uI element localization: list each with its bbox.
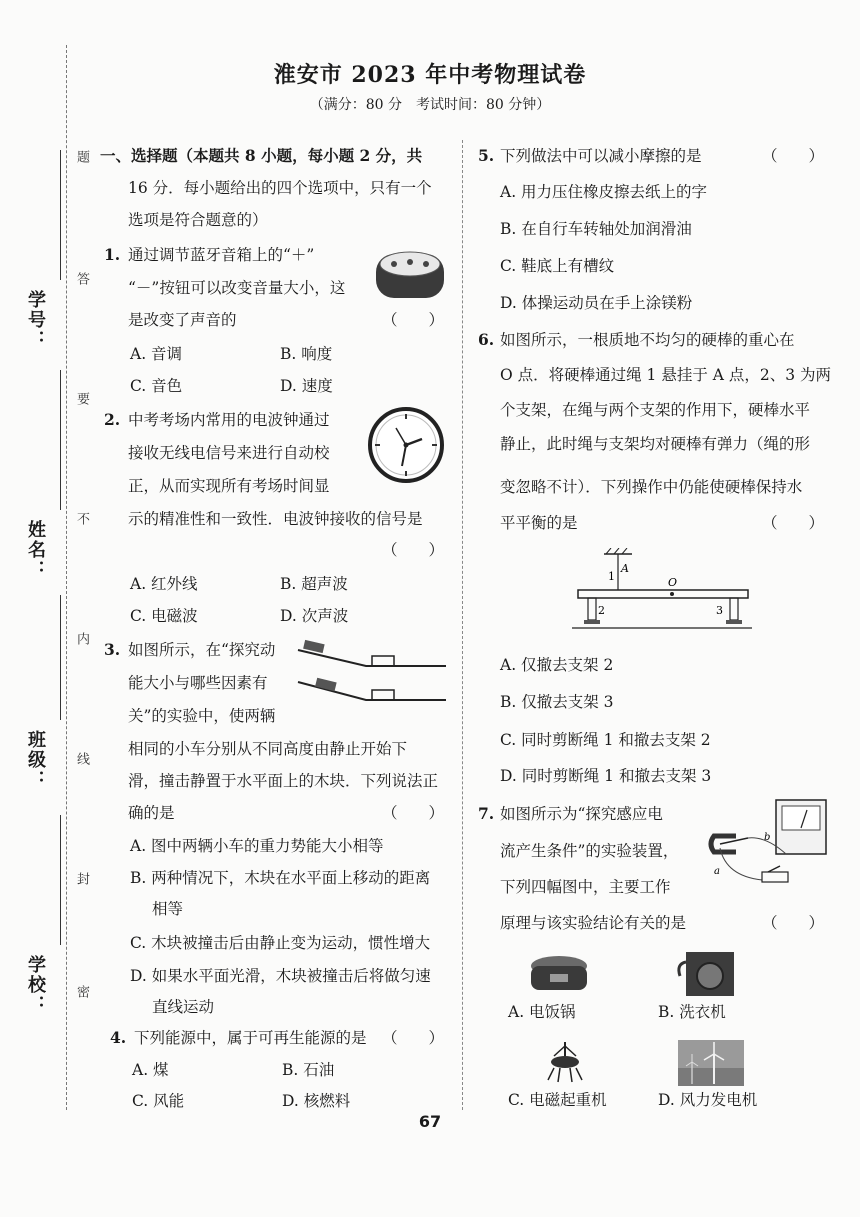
seal-char: 不 [74,512,89,525]
name-underline [60,370,61,510]
q7-stem: 下列四幅图中，主要工作 [500,878,671,896]
kinetic-energy-ramp-figure [296,636,448,712]
q6-stem: 静止，此时绳与支架均对硬棒有弹力（绳的形 [500,435,811,453]
seal-char: 密 [74,985,89,998]
q2-stem: 示的精准性和一致性．电波钟接收的信号是 [128,510,423,528]
section-heading-line3: 选项是符合题意的） [128,211,268,229]
q3-stem: 相同的小车分别从不同高度由静止开始下 [128,740,408,758]
q6-number: 6. [478,330,495,349]
field-name: 姓名： [25,520,46,580]
q6-answer-blank[interactable]: （ ） [762,514,825,532]
q1-stem: 是改变了声音的 [128,311,237,329]
q2-option-b: B. 超声波 [280,575,348,593]
lever-support-figure [570,548,755,634]
q7-option-b: B. 洗衣机 [658,1003,726,1021]
q3-option-d: D. 如果水平面光滑，木块被撞击后将做匀速 [130,967,431,985]
school-underline [60,815,61,945]
q3-stem: 滑，撞击静置于水平面上的木块．下列说法正 [128,772,439,790]
q3-option-a: A. 图中两辆小车的重力势能大小相等 [130,837,384,855]
fig-label-a: a [714,866,720,877]
field-student-id: 学号： [25,290,46,350]
seal-char: 答 [74,272,89,285]
q3-answer-blank[interactable]: （ ） [382,804,445,822]
q5-answer-blank[interactable]: （ ） [762,147,825,165]
q2-option-a: A. 红外线 [130,575,198,593]
bluetooth-speaker-image [372,244,448,302]
seal-char: 要 [74,392,89,405]
section-heading-line2: 16 分．每小题给出的四个选项中，只有一个 [128,179,432,197]
q1-option-a: A. 音调 [130,345,183,363]
q3-stem: 确的是 [128,804,175,822]
q7-stem: 流产生条件”的实验装置， [500,842,679,860]
q4-number: 4. [110,1028,127,1047]
q3-option-d-cont: 直线运动 [152,998,215,1016]
q7-option-a: A. 电饭锅 [508,1003,576,1021]
q2-answer-blank[interactable]: （ ） [382,541,445,559]
radio-clock-image [366,404,446,486]
q3-number: 3. [104,640,121,659]
fig-label-3: 3 [716,604,723,617]
q7-answer-blank[interactable]: （ ） [762,914,825,932]
q4-option-b: B. 石油 [282,1061,335,1079]
exam-title: 淮安市 2023 年中考物理试卷 [273,62,587,88]
q2-stem: 正，从而实现所有考场时间显 [128,477,330,495]
q7-option-c: C. 电磁起重机 [508,1091,607,1109]
q1-option-d: D. 速度 [280,377,333,395]
exam-subtitle: （满分：80 分 考试时间：80 分钟） [309,97,551,113]
q5-option-b: B. 在自行车转轴处加润滑油 [500,220,692,238]
q7-stem: 原理与该实验结论有关的是 [500,914,687,932]
section-heading: 一、选择题（本题共 8 小题，每小题 2 分，共 [100,146,423,165]
q3-option-b: B. 两种情况下，木块在水平面上移动的距离 [130,869,431,887]
electromagnetic-crane-image [540,1040,590,1088]
q4-option-a: A. 煤 [132,1061,169,1079]
fig-label-a: A [621,562,629,575]
q6-option-d: D. 同时剪断绳 1 和撤去支架 3 [500,767,712,785]
q1-option-b: B. 响度 [280,345,333,363]
q4-option-c: C. 风能 [132,1092,185,1110]
q6-stem: 变忽略不计）．下列操作中仍能使硬棒保持水 [500,478,803,496]
q6-stem: 个支架，在绳与两个支架的作用下，硬棒水平 [500,401,811,419]
binding-dashed-line [66,45,67,1110]
field-class: 班级： [25,730,46,790]
rice-cooker-image [524,950,594,996]
seal-char: 线 [74,752,89,765]
q1-answer-blank[interactable]: （ ） [382,311,445,329]
q7-number: 7. [478,804,495,823]
field-school: 学校： [25,955,46,1015]
fig-label-o: O [668,576,678,589]
q3-option-c: C. 木块被撞击后由静止变为运动，惯性增大 [130,934,431,952]
q6-option-b: B. 仅撤去支架 3 [500,693,614,711]
q5-option-a: A. 用力压住橡皮擦去纸上的字 [500,183,708,201]
column-divider [462,140,463,1110]
q1-option-c: C. 音色 [130,377,183,395]
wind-turbine-image [678,1040,744,1086]
q6-option-a: A. 仅撤去支架 2 [500,656,614,674]
page-number: 67 [418,1112,442,1131]
induction-apparatus-figure [706,796,830,892]
fig-label-1: 1 [608,570,615,583]
q2-number: 2. [104,410,121,429]
washing-machine-image [676,946,742,998]
q3-stem: 关”的实验中，使两辆 [128,707,276,725]
q5-stem: 下列做法中可以减小摩擦的是 [500,147,702,165]
seal-char: 题 [74,150,89,163]
q4-stem: 下列能源中，属于可再生能源的是 [134,1029,367,1047]
q1-stem: 通过调节蓝牙音箱上的“＋” [128,246,315,264]
q4-answer-blank[interactable]: （ ） [382,1029,445,1047]
q5-option-d: D. 体操运动员在手上涂镁粉 [500,294,693,312]
q2-option-d: D. 次声波 [280,607,349,625]
fig-label-b: b [764,832,771,843]
q5-number: 5. [478,146,495,165]
q4-option-d: D. 核燃料 [282,1092,351,1110]
class-underline [60,595,61,720]
fig-label-2: 2 [598,604,605,617]
q3-stem: 能大小与哪些因素有 [128,674,268,692]
q7-option-d: D. 风力发电机 [658,1091,758,1109]
q6-stem: 平平衡的是 [500,514,578,532]
q3-stem: 如图所示，在“探究动 [128,641,276,659]
q6-stem: O 点．将硬棒通过绳 1 悬挂于 A 点，2、3 为两 [500,366,832,384]
q2-stem: 中考考场内常用的电波钟通过 [128,411,330,429]
student-id-underline [60,150,61,280]
q2-option-c: C. 电磁波 [130,607,198,625]
q3-option-b-cont: 相等 [152,900,184,918]
q1-stem: “－”按钮可以改变音量大小，这 [128,279,346,297]
q6-stem: 如图所示，一根质地不均匀的硬棒的重心在 [500,331,795,349]
seal-char: 内 [74,632,89,645]
q6-option-c: C. 同时剪断绳 1 和撤去支架 2 [500,731,711,749]
seal-char: 封 [74,872,89,885]
q7-stem: 如图所示为“探究感应电 [500,805,663,823]
q5-option-c: C. 鞋底上有槽纹 [500,257,615,275]
q1-number: 1. [104,245,121,264]
q2-stem: 接收无线电信号来进行自动校 [128,444,330,462]
